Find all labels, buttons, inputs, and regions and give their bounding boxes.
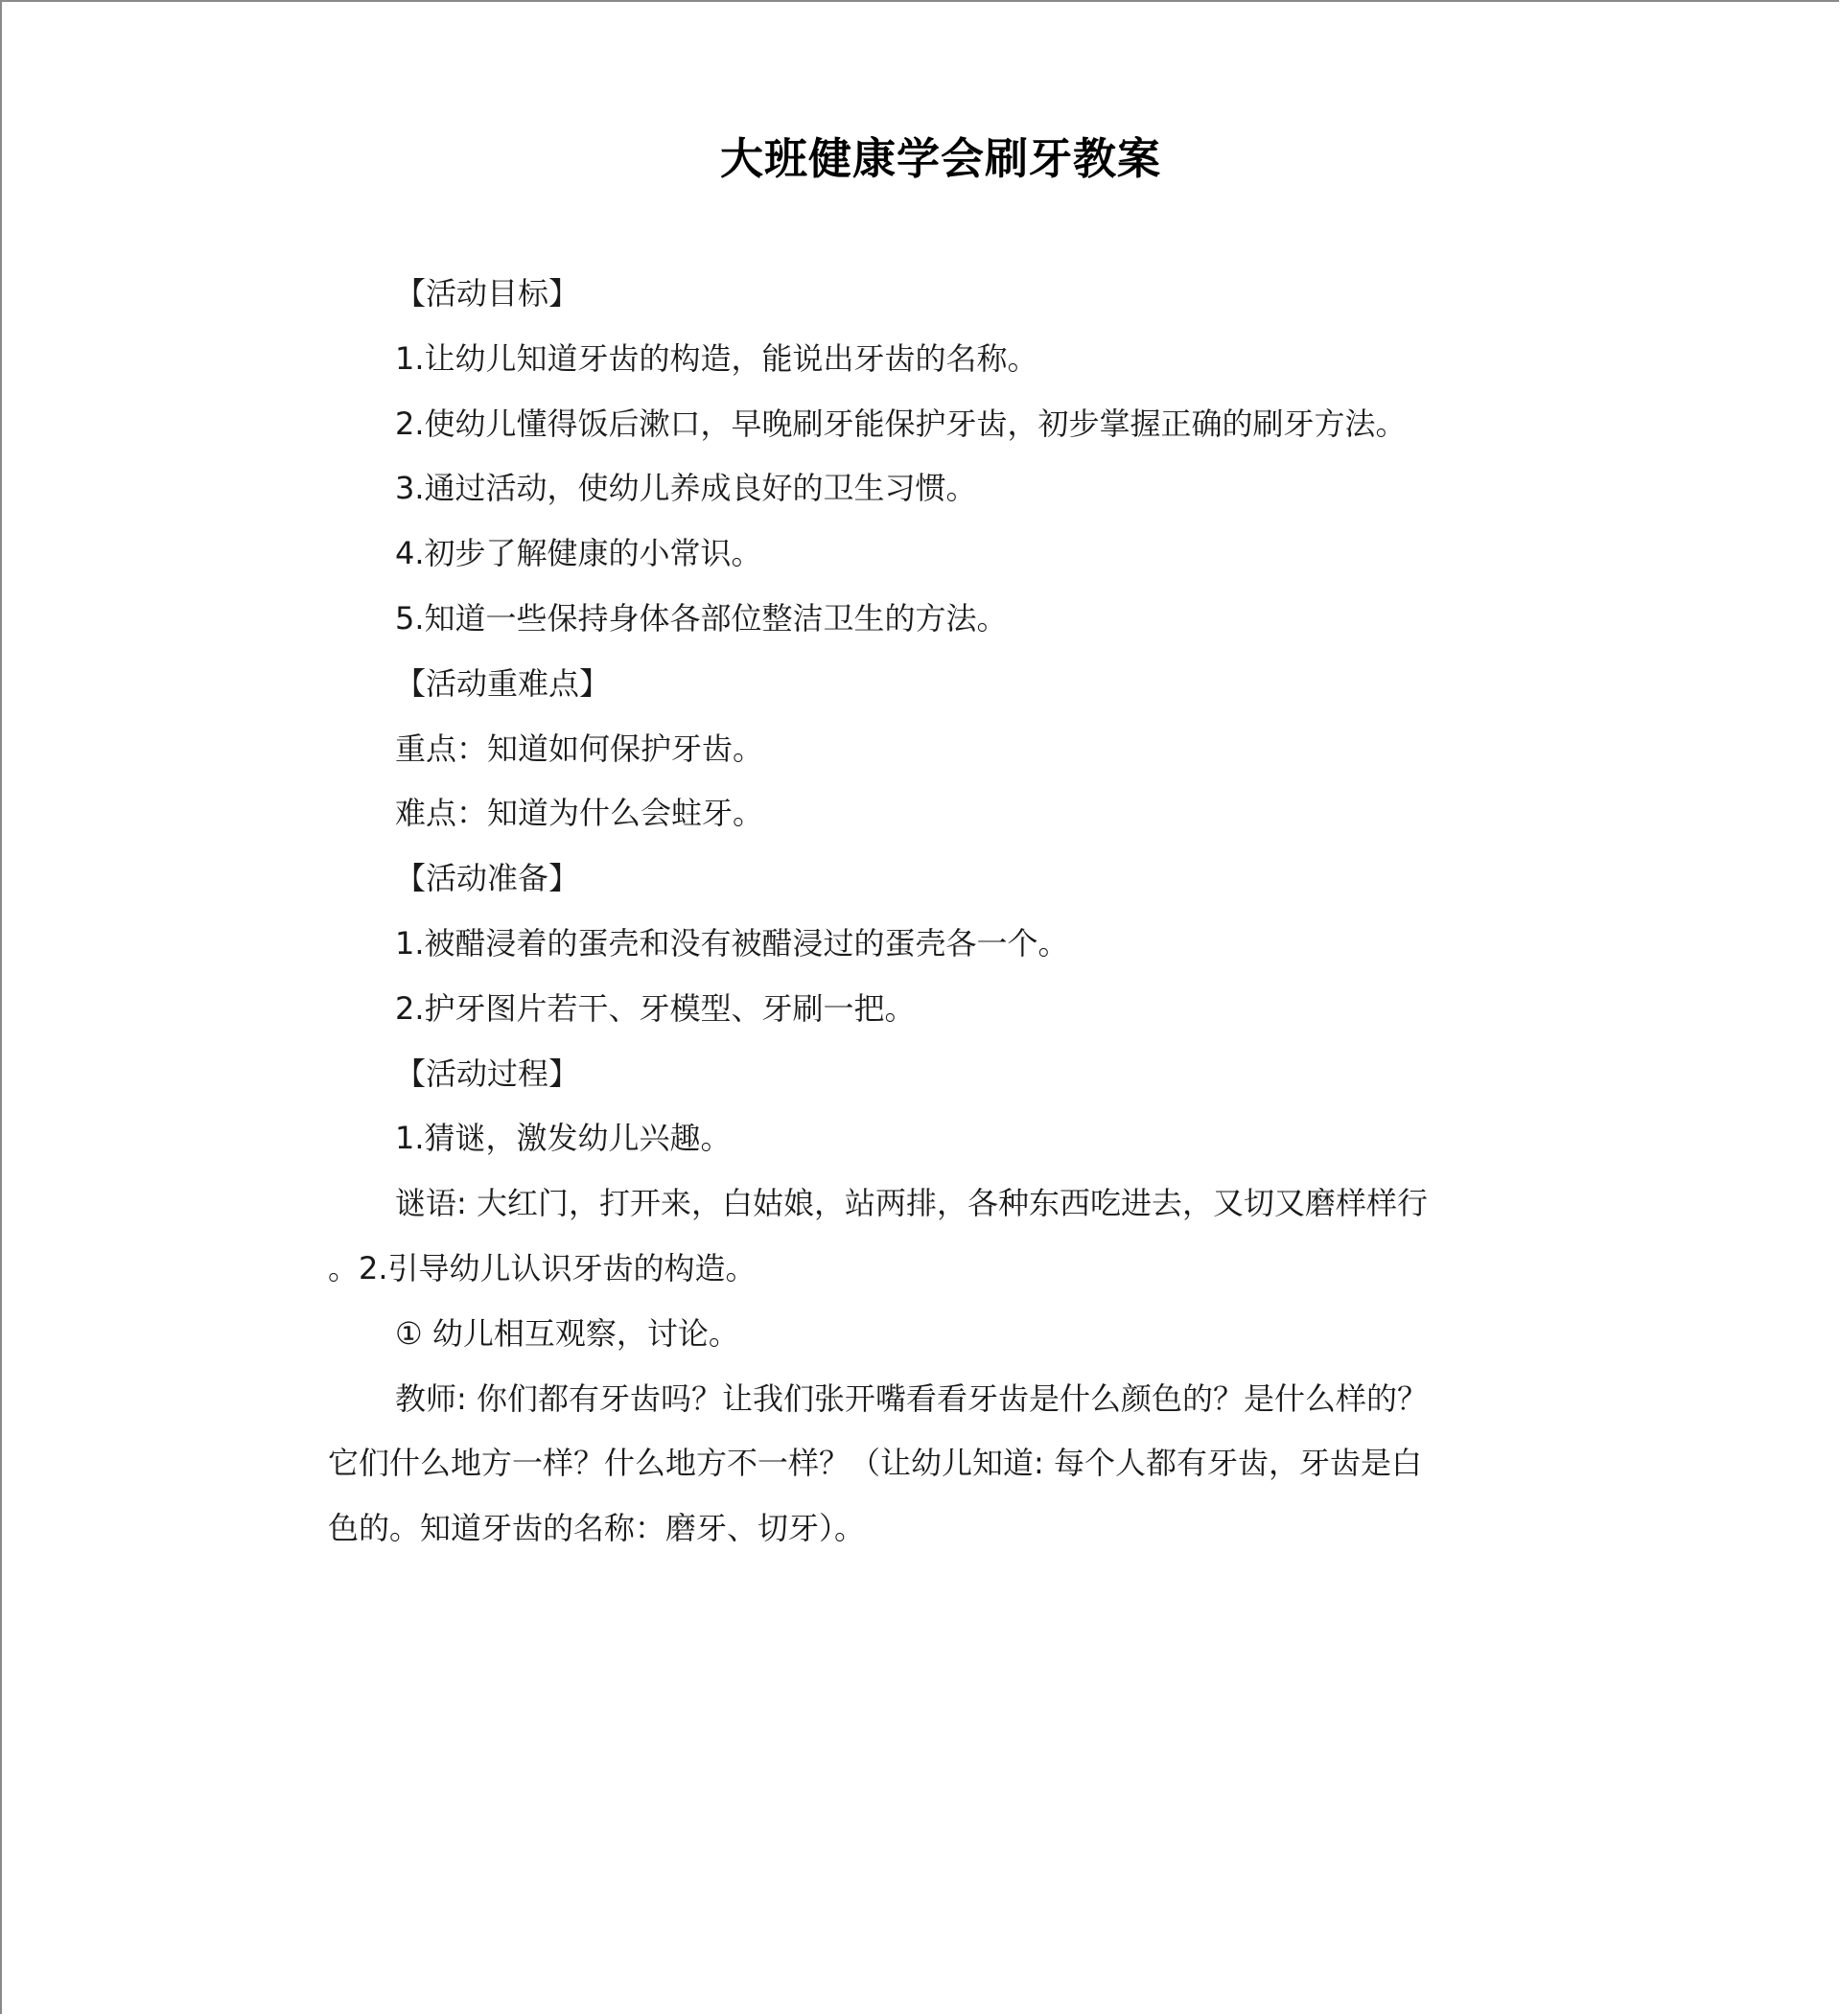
text-line: 3.通过活动，使幼儿养成良好的卫生习惯。 [395,470,977,507]
text-line: 重点：知道如何保护牙齿。 [395,730,764,767]
text-line: 谜语: 大红门，打开来，白姑娘，站两排，各种东西吃进去，又切又磨样样行 [395,1185,1428,1222]
document-title: 大班健康学会刷牙教案 [719,133,1161,184]
document-body [328,262,1517,1562]
text-line: 。2.引导幼儿认识牙齿的构造。 [328,1249,757,1286]
text-line: 1.让幼儿知道牙齿的构造，能说出牙齿的名称。 [395,339,1038,377]
text-line: 【活动过程】 [395,1054,580,1092]
text-line: 难点：知道为什么会蛀牙。 [395,795,764,832]
text-line: 2.护牙图片若干、牙模型、牙刷一把。 [395,989,916,1027]
text-line: 4.初步了解健康的小常识。 [395,535,762,572]
text-line: 1.被醋浸着的蛋壳和没有被醋浸过的蛋壳各一个。 [395,924,1069,962]
text-line: 教师: 你们都有牙齿吗？让我们张开嘴看看牙齿是什么颜色的？是什么样的？ [395,1379,1428,1417]
text-line: 它们什么地方一样？什么地方不一样？（让幼儿知道: 每个人都有牙齿，牙齿是白 [328,1445,1422,1482]
text-line: 5.知道一些保持身体各部位整洁卫生的方法。 [395,599,1008,637]
text-line: 1.猜谜，激发幼儿兴趣。 [395,1120,732,1157]
text-line: 【活动重难点】 [395,664,611,702]
text-line: 【活动目标】 [395,275,580,312]
text-line: 色的。知道牙齿的名称：磨牙、切牙）。 [328,1510,866,1547]
text-line: 【活动准备】 [395,860,580,897]
text-line: ① 幼儿相互观察，讨论。 [395,1314,739,1352]
text-line: 2.使幼儿懂得饭后漱口，早晚刷牙能保护牙齿，初步掌握正确的刷牙方法。 [395,405,1407,442]
